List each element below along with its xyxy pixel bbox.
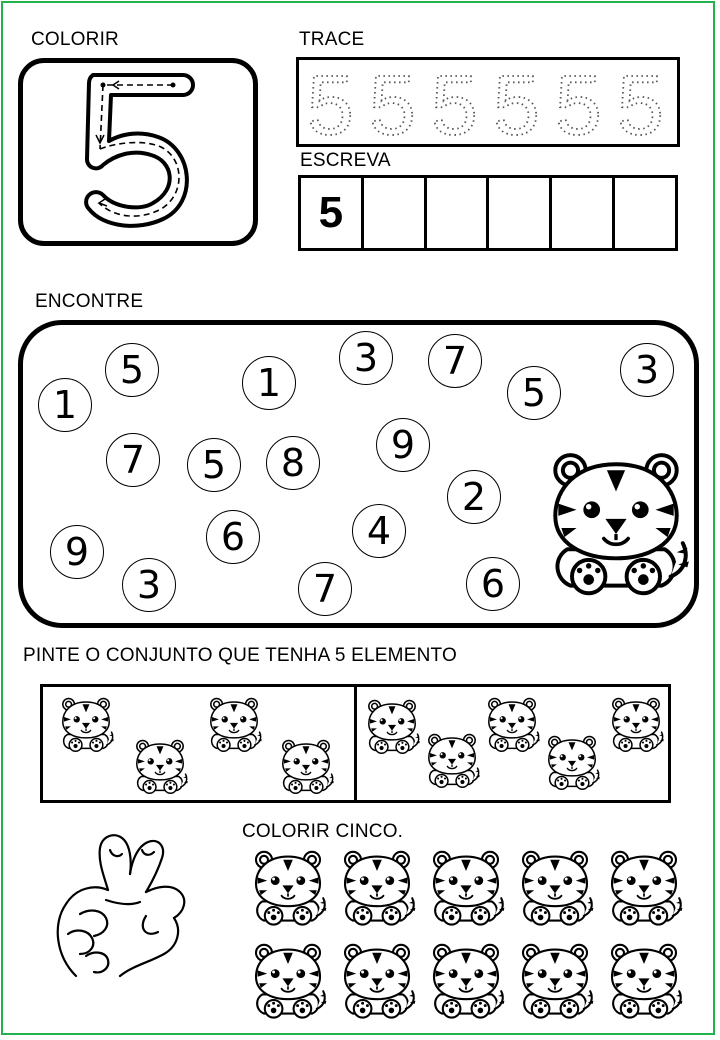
number-circle[interactable]: 3: [339, 331, 393, 385]
number-circle[interactable]: 7: [106, 433, 160, 487]
tiger-mascot: [540, 446, 692, 616]
number-circle[interactable]: 6: [466, 557, 520, 611]
trace-digit: 5: [307, 60, 354, 144]
write-cell[interactable]: [615, 178, 675, 248]
write-cell[interactable]: [489, 178, 552, 248]
trace-label: TRACE: [299, 29, 365, 50]
color-tiger[interactable]: [515, 844, 595, 930]
encontre-label: ENCONTRE: [35, 291, 144, 312]
color-tiger[interactable]: [248, 937, 328, 1023]
colorir-box[interactable]: [18, 58, 258, 246]
set-tiger: [363, 695, 421, 757]
trace-digit: 5: [617, 60, 664, 144]
number-circle[interactable]: 3: [122, 558, 176, 612]
write-cell[interactable]: 5: [301, 178, 364, 248]
color-tiger[interactable]: [426, 844, 506, 930]
tiger-grid: [248, 844, 688, 1028]
number-circle[interactable]: 9: [376, 418, 430, 472]
trace-digit: 5: [493, 60, 540, 144]
color-tiger[interactable]: [604, 844, 684, 930]
number-circle[interactable]: 9: [50, 525, 104, 579]
number-circle[interactable]: 7: [298, 562, 352, 616]
number-circle[interactable]: 6: [206, 510, 260, 564]
escreva-label: ESCREVA: [300, 150, 391, 171]
number-circle[interactable]: 5: [105, 343, 159, 397]
color-tiger[interactable]: [248, 844, 328, 930]
color-tiger[interactable]: [337, 937, 417, 1023]
trace-digit: 5: [431, 60, 478, 144]
write-cell[interactable]: [427, 178, 490, 248]
trace-digits[interactable]: [299, 60, 677, 144]
set-tiger: [483, 693, 541, 755]
trace-digit: 5: [555, 60, 602, 144]
trace-digit: 5: [369, 60, 416, 144]
set-tiger: [607, 693, 665, 755]
color-tiger[interactable]: [426, 937, 506, 1023]
outlined-five-digit[interactable]: [23, 63, 253, 241]
set-five[interactable]: [354, 687, 668, 800]
set-four[interactable]: [43, 687, 354, 800]
number-circle[interactable]: 1: [38, 378, 92, 432]
number-circle[interactable]: 8: [266, 436, 320, 490]
sets-box: [40, 684, 671, 803]
set-tiger: [543, 731, 601, 793]
hand-five-sign: [46, 826, 196, 986]
colorir-label: COLORIR: [31, 29, 119, 50]
pinte-label: PINTE O CONJUNTO QUE TENHA 5 ELEMENTO: [23, 645, 457, 666]
write-cell[interactable]: [552, 178, 615, 248]
number-circle[interactable]: 5: [507, 366, 561, 420]
set-tiger: [205, 693, 263, 755]
number-circle[interactable]: 4: [352, 504, 406, 558]
color-tiger[interactable]: [515, 937, 595, 1023]
color-tiger[interactable]: [337, 844, 417, 930]
number-circle[interactable]: 5: [187, 438, 241, 492]
number-circle[interactable]: 2: [447, 470, 501, 524]
set-tiger: [423, 729, 481, 791]
write-box[interactable]: [298, 175, 678, 251]
write-cell[interactable]: [364, 178, 427, 248]
trace-box[interactable]: [296, 57, 680, 147]
set-tiger: [57, 693, 115, 755]
set-tiger: [131, 735, 189, 797]
set-tiger: [277, 735, 335, 797]
number-circle[interactable]: 3: [620, 343, 674, 397]
number-circle[interactable]: 7: [428, 334, 482, 388]
color-tiger[interactable]: [604, 937, 684, 1023]
colorir-cinco-label: COLORIR CINCO.: [242, 821, 404, 842]
number-circle[interactable]: 1: [242, 356, 296, 410]
